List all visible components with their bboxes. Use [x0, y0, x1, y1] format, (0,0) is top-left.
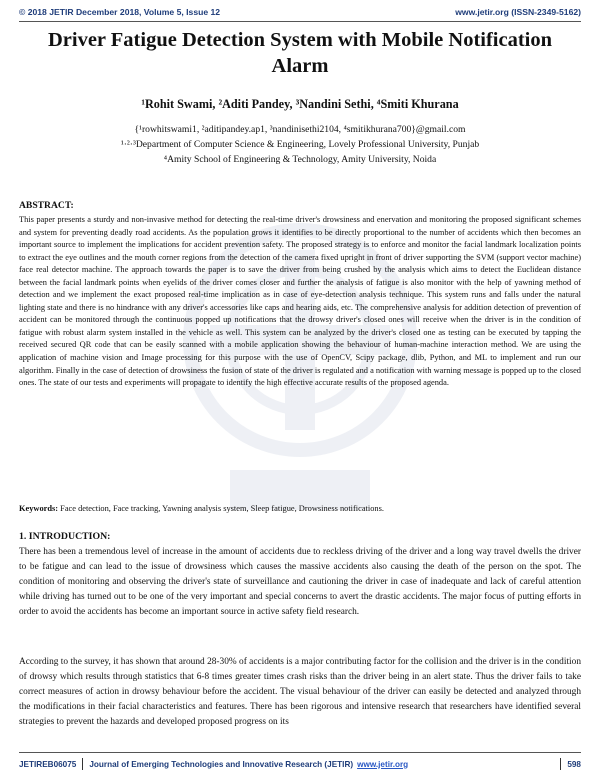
intro-paragraph-1: There has been a tremendous level of increase in the amount of accidents due to reckless driving of the driver and a long way travel dwells the driver to be fatigue and can lead to the issue of drowsiness which causes the massive accidents also causing the death of the person on the spot. The condition of monitoring and observing the driver's state of surveillance and cautioning the driver in case of inadequate and lack of careful attention while driving has turned out to be one of the very important and special concerns to avert the drastic accidents. The major focus of putting efforts in order to avoid the accidents has become an important source in active safety field research. [19, 547, 581, 618]
footer-journal-name: Journal of Emerging Technologies and Innovative Research (JETIR) [89, 759, 354, 769]
header-website[interactable]: www.jetir.org (ISSN-2349-5162) [455, 7, 581, 17]
affiliation-1: ¹·²·³Department of Computer Science & Engineering, Lovely Professional University, Punjab [120, 139, 480, 150]
running-header [19, 4, 581, 20]
footer-separator [82, 758, 83, 770]
footer-paper-code: JETIREB06075 [19, 759, 77, 769]
author-emails: {¹rowhitswami1, ²aditipandey.ap1, ³nandinisethi2104, ⁴smitikhurana700}@gmail.com [134, 124, 466, 135]
intro-paragraph-2: According to the survey, it has shown that around 28-30% of accidents is a major contributing factor for the collision and the driver is in the condition of drowsy which results through statistics that 6-8 times greater times crash risks than the driver being in an alert state. Thus the driver fails to take correct measures of action in drowsy behaviour before the accident. The visual behaviour of the driver can easily be detected and analyzed through the modifications in their facial characteristics and features. There has been rigorous and intensive research that researchers have identified several strategies to prevent the hazards and developed proposed progress on its [19, 657, 581, 728]
abstract-body: This paper presents a sturdy and non-invasive method for detecting the real-time driver's drowsiness and enervation and monitoring the proposed significant schemes and system for preventing deadly road accidents. As the population grows it identifies to be directly proportional to the number of accidents which then becomes an important source to implement the implications for accident prevention safety. The proposed strategy is to enforce and monitor the facial landmark localization points to extract the eye outlines and the mouth corner regions from the detection of the camera fixed upright in front of driver supporting the SVM (support vector machine) face real detector machine. The approach towards the paper is to save the driver from being crushed by the analysis which aims to detect the Euclidean distance between the facial landmark points when eyelids of the driver comes closer and further the analysis of fatigue is also monitor with the help of yawning method of detection and we implement the exact proposed real-time implication as in case of eye-detection analysis technique. This system runs and falls under the natural lighting state and there is no hindrance with any driver's accessories like caps and hearing aids, etc. The comprehensive analysis for addition detection of prevention of accident can be monitored through the continuous popped up notifications that the drowsy driver's closed ones will receive when the driver is in the condition of fatigue with robust alarm system installed in the vehicle as well. This system can be analyzed by the driver's closed one as testing can be executed by tapping the received secured QR code that can be easily scanned with a mobile application showing the behaviour of human-machine interaction method. We are using the application of machine vision and Image processing for this purpose with the use of OpenCV, Scipy package, dlib, Python, and ML to implement and run our algorithm. Finally in the case of detection of drowsiness the fusion of state of the driver is regulated and a notification with warning message is popped up to the closed ones. The state of our tests and experiments will propagate to identify the high effective accurate results of the proposed agenda. [19, 215, 581, 388]
affiliation-2: ⁴Amity School of Engineering & Technology, Amity University, Noida [163, 154, 437, 165]
running-footer [19, 757, 581, 771]
footer-separator [560, 758, 561, 770]
footer-url-link[interactable]: www.jetir.org [357, 759, 409, 769]
paper-title: Driver Fatigue Detection System with Mobile Notification Alarm [47, 29, 553, 77]
keywords-text: Face detection, Face tracking, Yawning analysis system, Sleep fatigue, Drowsiness notifications. [60, 504, 384, 513]
header-divider [19, 21, 581, 22]
keywords [19, 503, 581, 515]
author-list: ¹Rohit Swami, ²Aditi Pandey, ³Nandini Sethi, ⁴Smiti Khurana [141, 97, 459, 111]
abstract-heading: ABSTRACT: [19, 200, 74, 211]
footer-divider [19, 752, 581, 753]
header-journal-info: © 2018 JETIR December 2018, Volume 5, Issue 12 [19, 7, 221, 17]
section-heading-introduction: 1. INTRODUCTION: [19, 531, 111, 542]
page-number: 598 [567, 759, 581, 769]
keywords-label: Keywords: [19, 504, 59, 513]
